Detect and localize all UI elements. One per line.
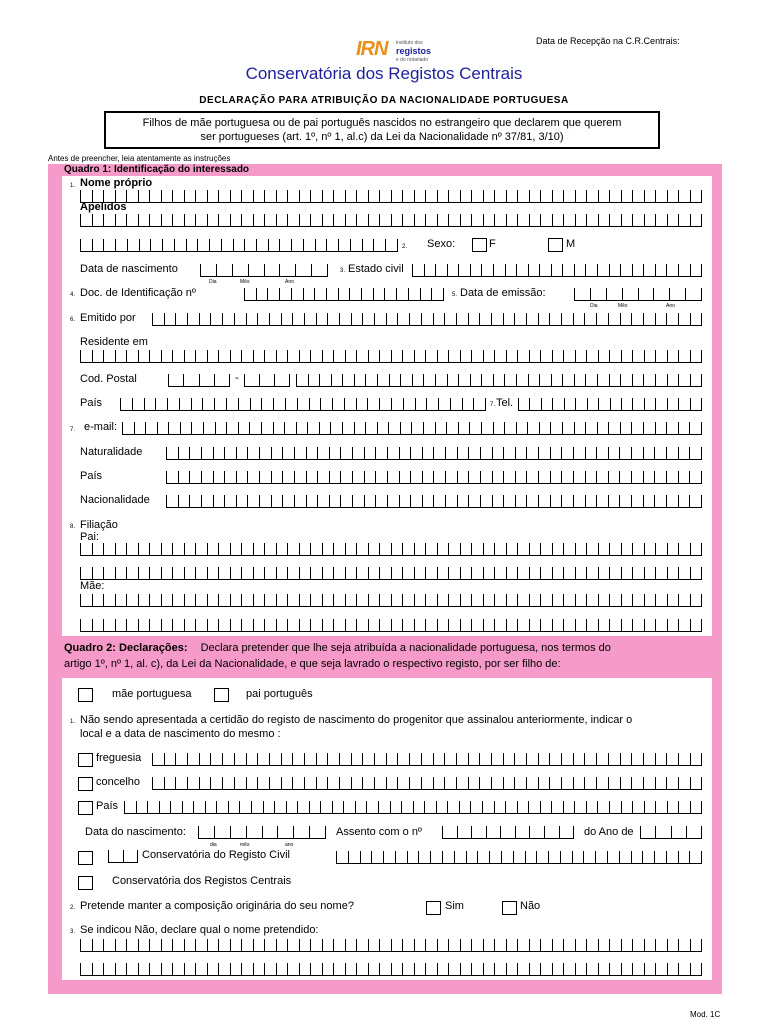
q1-num-4: 4. [70,292,76,298]
dn-dia: Dia [209,279,217,285]
q1-num-6: 6. [70,317,76,323]
data-emissao-label: Data de emissão: [460,287,546,299]
naturalidade-label: Naturalidade [80,446,143,458]
pais2-label: País [80,470,103,482]
sim-label: Sim [445,900,464,912]
sexo-m-label: M [566,238,576,250]
instruction-note: Antes de preencher, leia atentamente as instruções [48,154,231,163]
pai-portugues-label: pai português [246,688,313,700]
residente-field[interactable] [80,350,702,363]
data-emissao-field[interactable] [574,288,702,301]
page-title: Conservatória dos Registos Centrais [245,64,523,83]
q2-num-1: 1. [70,719,76,725]
pais-q2-label: País [96,800,119,812]
item1-line1: Não sendo apresentada a certidão do registo de nascimento do progenitor que assinalou anteriormente, indicar o [80,714,633,726]
dq2-mes: mês [240,842,250,848]
conservatoria-civil-num-field[interactable] [108,850,138,863]
q1-num-8: 8. [70,524,76,530]
pais-field[interactable] [120,398,486,411]
localidade-field[interactable] [296,374,702,387]
quadro2-title: Quadro 2: Declarações: [64,642,188,654]
pais2-field[interactable] [166,471,702,484]
freguesia-checkbox[interactable] [78,753,93,767]
freguesia-label: freguesia [96,752,142,764]
reception-date-label: Data de Recepção na C.R.Centrais: [536,36,680,46]
conservatoria-centrais-label: Conservatória dos Registos Centrais [112,875,292,887]
doc-id-field[interactable] [244,288,444,301]
do-ano-de-label: do Ano de [584,826,634,838]
nome-pretendido-field-2[interactable] [80,963,702,976]
pais-label: País [80,397,103,409]
data-nasc-q2-label: Data do nascimento: [85,826,186,838]
dn-ano: Ano [285,279,294,285]
legal-basis-box [104,111,660,149]
de-dia: Dia [590,303,598,309]
nacionalidade-label: Nacionalidade [80,494,150,506]
mae-portuguesa-label: mãe portuguesa [112,688,192,700]
apelidos-label: Apelidos [80,201,127,213]
nome-proprio-field[interactable] [80,190,702,203]
item2-text: Pretende manter a composição originária do seu nome? [80,900,354,912]
quadro1-title: Quadro 1: Identificação do interessado [64,164,250,175]
do-ano-de-field[interactable] [640,826,702,839]
logo-mark: IRN [356,38,388,60]
item3-text: Se indicou Não, declare qual o nome pretendido: [80,924,319,936]
estado-civil-label: Estado civil [348,263,404,275]
estado-civil-field[interactable] [412,264,702,277]
cod-postal-field-1[interactable] [168,374,230,387]
tel-label: Tel. [496,397,514,409]
q1-num-3: 3. [340,268,346,274]
form-model: Mod. 1C [690,1010,721,1019]
nacionalidade-field[interactable] [166,495,702,508]
doc-id-label: Doc. de Identificação nº [80,287,196,299]
sexo-label: Sexo: [427,238,456,250]
concelho-checkbox[interactable] [78,777,93,791]
quadro2-text2: artigo 1º, nº 1, al. c), da Lei da Nacionalidade, e que seja lavrado o respectivo registo, por ser filho de: [64,658,561,670]
mae-field-1[interactable] [80,594,702,607]
logo-line1: instituto dos [396,40,423,46]
logo-line2: registos [396,46,432,56]
apelidos-field-1[interactable] [80,214,702,227]
conservatoria-civil-field[interactable] [336,851,702,864]
nao-label: Não [520,900,541,912]
irn-logo [356,38,446,66]
pais-q2-field[interactable] [124,801,702,814]
logo-line3: e do notariado [396,57,428,63]
mae-field-2[interactable] [80,619,702,632]
email-label: e-mail: [84,421,118,433]
emitido-por-label: Emitido por [80,312,136,324]
conservatoria-centrais-checkbox[interactable] [78,876,93,890]
nome-proprio-label: Nome próprio [80,177,153,189]
q2-num-2: 2. [70,905,76,911]
mae-portuguesa-checkbox[interactable] [78,688,93,702]
assento-field[interactable] [442,826,574,839]
data-nascimento-field[interactable] [200,264,328,277]
conservatoria-civil-checkbox[interactable] [78,851,93,865]
quadro2-text1: Declara pretender que lhe seja atribuída a nacionalidade portuguesa, nos termos do [200,642,611,654]
nome-pretendido-field-1[interactable] [80,939,702,952]
item1-line2: local e a data de nascimento do mesmo : [80,728,281,740]
pais-q2-checkbox[interactable] [78,801,93,815]
conservatoria-civil-label: Conservatória do Registo Civil [142,849,290,861]
quadro2-intro [64,642,611,654]
data-nascimento-label: Data de nascimento [80,263,178,275]
dq2-ano: ano [285,842,294,848]
nao-checkbox[interactable] [502,901,517,915]
naturalidade-field[interactable] [166,447,702,460]
sim-checkbox[interactable] [426,901,441,915]
sexo-f-label: F [489,238,496,250]
freguesia-field[interactable] [152,753,702,766]
sexo-m-checkbox[interactable] [548,238,563,252]
de-mes: Mês [618,303,628,309]
assento-label: Assento com o nº [336,826,422,838]
mae-label: Mãe: [80,580,105,592]
email-field[interactable] [122,422,702,435]
q1-num-1: 1. [70,183,76,189]
legal-basis-text: Filhos de mãe portuguesa ou de pai português nascidos no estrangeiro que declarem que querem ser portugueses (art. 1º, nº 1, al.c) da Lei da Nacionalidade nº 37/81, 3/10) [142,117,622,143]
pai-field-2[interactable] [80,567,702,580]
residente-label: Residente em [80,336,148,348]
cod-postal-label: Cod. Postal [80,373,137,385]
pai-portugues-checkbox[interactable] [214,688,229,702]
dn-mes: Mês [240,279,250,285]
q1-num-7: 7. [490,402,496,408]
pai-field-1[interactable] [80,543,702,556]
q1-num-2: 2. [402,244,408,250]
form-subtitle: DECLARAÇÃO PARA ATRIBUIÇÃO DA NACIONALIDADE PORTUGUESA [199,95,569,106]
data-nasc-q2-field[interactable] [198,826,326,839]
concelho-label: concelho [96,776,141,788]
dq2-dia: dia [210,842,217,848]
q1-num-5: 5. [452,292,458,298]
cod-postal-field-2[interactable] [244,374,290,387]
filiacao-label: Filiação [80,519,118,531]
q2-num-3: 3. [70,929,76,935]
de-ano: Ano [666,303,675,309]
sexo-f-checkbox[interactable] [472,238,487,252]
emitido-por-field[interactable] [152,313,702,326]
pai-label: Pai: [80,531,99,543]
q1-num-7b: 7. [70,427,76,433]
cod-postal-hyphen: - [235,372,239,384]
tel-field[interactable] [518,398,702,411]
concelho-field[interactable] [152,777,702,790]
apelidos-field-2[interactable] [80,239,398,252]
